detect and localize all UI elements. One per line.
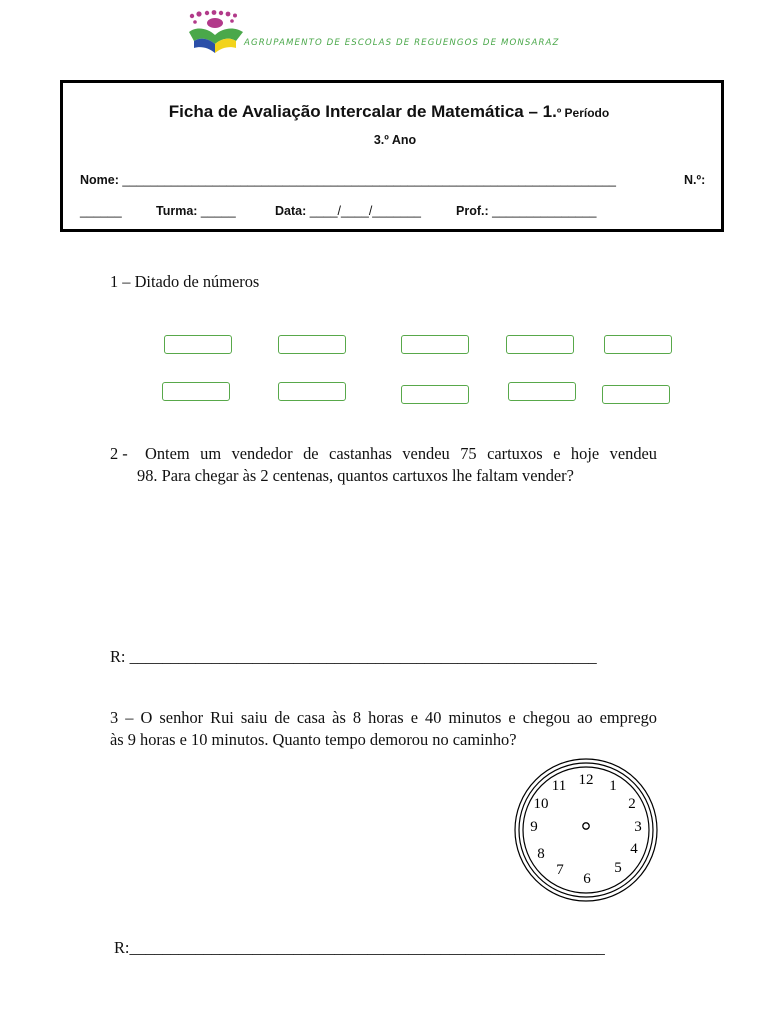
- dictation-box-5[interactable]: [604, 335, 672, 354]
- class-label: Turma:: [156, 204, 198, 218]
- number-line[interactable]: ______: [80, 204, 122, 218]
- clock-number-6: 6: [583, 871, 591, 887]
- school-name: AGRUPAMENTO DE ESCOLAS DE REGUENGOS DE MONSARAZ: [244, 38, 560, 48]
- date-line[interactable]: ____/____/_______: [309, 204, 421, 218]
- question-2-line-2: 98. Para chegar às 2 centenas, quantos cartuxos lhe faltam vender?: [137, 466, 574, 485]
- answer-line[interactable]: _________________________________________________________: [129, 647, 597, 666]
- question-3-line-2: às 9 horas e 10 minutos. Quanto tempo demorou no caminho?: [110, 730, 517, 749]
- date-label: Data:: [275, 204, 307, 218]
- question-2-line-1: Ontem um vendedor de castanhas vendeu 75 cartuxos e hoje vendeu: [145, 444, 657, 463]
- clock-face-icon: [512, 756, 660, 904]
- dictation-box-4[interactable]: [506, 335, 574, 354]
- name-field: [80, 173, 616, 187]
- dictation-box-3[interactable]: [401, 335, 469, 354]
- question-3-line-1: 3 – O senhor Rui saiu de casa às 8 horas e 40 minutos e chegou ao emprego: [110, 708, 657, 727]
- clock-number-2: 2: [628, 796, 636, 812]
- clock-number-11: 11: [551, 778, 567, 794]
- class-field: [156, 204, 236, 218]
- teacher-line[interactable]: _______________: [492, 204, 597, 218]
- dictation-box-8[interactable]: [401, 385, 469, 404]
- name-label: Nome:: [80, 173, 119, 187]
- question-2-number: 2 -: [110, 444, 128, 463]
- clock-number-7: 7: [556, 862, 564, 878]
- clock-number-9: 9: [530, 819, 538, 835]
- clock-number-8: 8: [537, 846, 545, 862]
- clock-number-3: 3: [634, 819, 642, 835]
- answer-label: R:: [114, 938, 130, 957]
- clock-number-12: 12: [578, 772, 594, 788]
- dictation-box-1[interactable]: [164, 335, 232, 354]
- dictation-box-7[interactable]: [278, 382, 346, 401]
- answer-line[interactable]: __________________________________________________________: [129, 938, 605, 957]
- name-line[interactable]: _______________________________________________________________________: [122, 173, 616, 187]
- dictation-box-2[interactable]: [278, 335, 346, 354]
- dictation-box-10[interactable]: [602, 385, 670, 404]
- clock-number-1: 1: [609, 778, 617, 794]
- number-label: N.º:: [684, 173, 706, 187]
- clock-number-10: 10: [533, 796, 549, 812]
- clock-number-5: 5: [614, 860, 622, 876]
- question-2-answer: [110, 646, 597, 668]
- school-year: 3.º Ano: [373, 133, 417, 147]
- clock-number-4: 4: [630, 841, 638, 857]
- answer-label: R:: [110, 647, 126, 666]
- title-main: Ficha de Avaliação Intercalar de Matemática – 1.: [168, 102, 557, 121]
- class-line[interactable]: _____: [200, 204, 236, 218]
- date-field: [275, 204, 421, 218]
- dictation-box-6[interactable]: [162, 382, 230, 401]
- teacher-field: [456, 204, 596, 218]
- school-logo-icon: [186, 10, 246, 54]
- question-1-title: 1 – Ditado de números: [110, 272, 260, 291]
- question-3-answer: [114, 937, 605, 959]
- page-title: [0, 102, 768, 122]
- dictation-box-9[interactable]: [508, 382, 576, 401]
- teacher-label: Prof.:: [456, 204, 489, 218]
- title-period: º Período: [556, 106, 610, 120]
